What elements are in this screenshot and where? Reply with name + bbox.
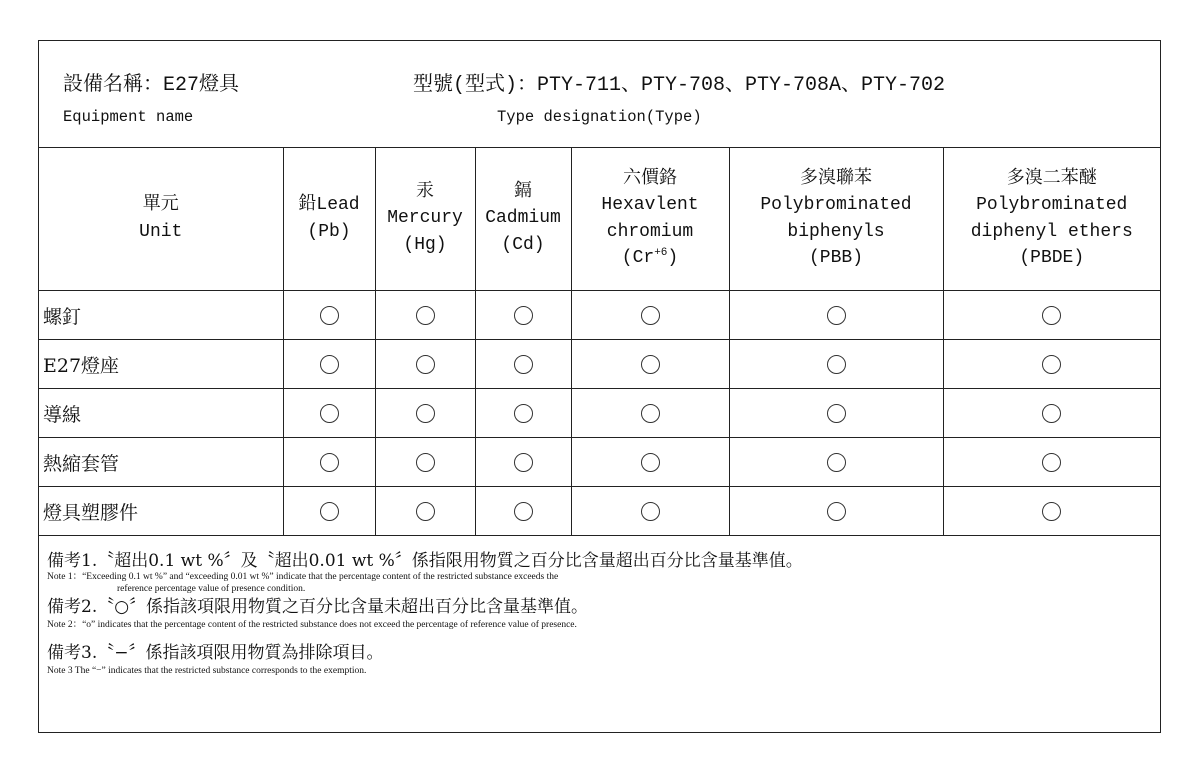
circle-mark [641, 453, 660, 472]
circle-mark [827, 502, 846, 521]
circle-mark [641, 502, 660, 521]
circle-mark [1042, 306, 1061, 325]
circle-mark [1042, 502, 1061, 521]
equipment-name-en: Equipment name [63, 108, 194, 126]
col-unit: 單元 Unit [39, 147, 283, 291]
circle-mark [320, 306, 339, 325]
col-hexavalent-chromium: 六價鉻 Hexavlent chromium $(Cr^{+6})$ [571, 147, 729, 291]
notes-section [47, 551, 1152, 677]
type-designation-zh: 型號(型式)：PTY-711、PTY-708、PTY-708A、PTY-702 [413, 74, 946, 97]
col-cadmium: 鎘 Cadmium (Cd) [475, 147, 571, 291]
note-1-en: Note 1：“Exceeding 0.1 wt %” and “exceeding 0.01 wt %” indicate that the percentage content of the restricted substance exceeds the [47, 572, 559, 582]
table-row [39, 291, 1160, 340]
note-1-zh: 備考1.〝超出0.1 wt %〞及〝超出0.01 wt %〞係指限用物質之百分比含量超出百分比含量基準值。 [47, 551, 803, 571]
circle-mark [1042, 355, 1061, 374]
note-3-zh: 備考3.〝−〞係指該項限用物質為排除項目。 [47, 643, 384, 663]
circle-mark [320, 355, 339, 374]
circle-mark [514, 306, 533, 325]
col-mercury: 汞 Mercury (Hg) [375, 147, 475, 291]
circle-mark [1042, 404, 1061, 423]
circle-mark [514, 453, 533, 472]
unit-cell: 螺釘 [39, 291, 283, 340]
substance-table [39, 147, 1160, 536]
circle-mark [514, 355, 533, 374]
unit-cell: E27燈座 [39, 340, 283, 389]
form-header [39, 41, 1160, 148]
col-pbde: 多溴二苯醚 Polybrominated diphenyl ethers (PBDE) [943, 147, 1160, 291]
circle-mark [416, 404, 435, 423]
circle-mark [514, 404, 533, 423]
circle-mark [827, 355, 846, 374]
circle-mark [320, 404, 339, 423]
circle-mark [827, 306, 846, 325]
rohs-declaration-form [38, 40, 1161, 733]
note-2-en: Note 2：“o” indicates that the percentage content of the restricted substance does not exceed the percentage of reference value of presence. [47, 620, 577, 630]
circle-mark [416, 502, 435, 521]
note-2-zh: 備考2.〝○〞係指該項限用物質之百分比含量未超出百分比含量基準值。 [47, 597, 589, 617]
unit-cell: 熱縮套管 [39, 438, 283, 487]
table-header-row [39, 147, 1160, 291]
note-3-en: Note 3 The “−” indicates that the restricted substance corresponds to the exemption. [47, 666, 367, 676]
circle-mark [416, 453, 435, 472]
col-lead: 鉛Lead (Pb) [283, 147, 375, 291]
note-1-en-cont: reference percentage value of presence condition. [117, 584, 306, 594]
type-designation-en: Type designation(Type) [497, 108, 702, 126]
unit-cell: 導線 [39, 389, 283, 438]
circle-mark [1042, 453, 1061, 472]
circle-mark [641, 306, 660, 325]
circle-mark [416, 355, 435, 374]
circle-mark [641, 404, 660, 423]
circle-mark [320, 502, 339, 521]
table-row [39, 389, 1160, 438]
equipment-name-zh: 設備名稱：E27燈具 [63, 74, 240, 97]
circle-mark [416, 306, 435, 325]
col-pbb: 多溴聯苯 Polybrominated biphenyls (PBB) [729, 147, 943, 291]
table-row [39, 340, 1160, 389]
circle-mark [320, 453, 339, 472]
circle-mark [827, 453, 846, 472]
unit-cell: 燈具塑膠件 [39, 487, 283, 536]
table-row [39, 487, 1160, 536]
circle-mark [514, 502, 533, 521]
circle-mark [827, 404, 846, 423]
circle-mark [641, 355, 660, 374]
table-row [39, 438, 1160, 487]
